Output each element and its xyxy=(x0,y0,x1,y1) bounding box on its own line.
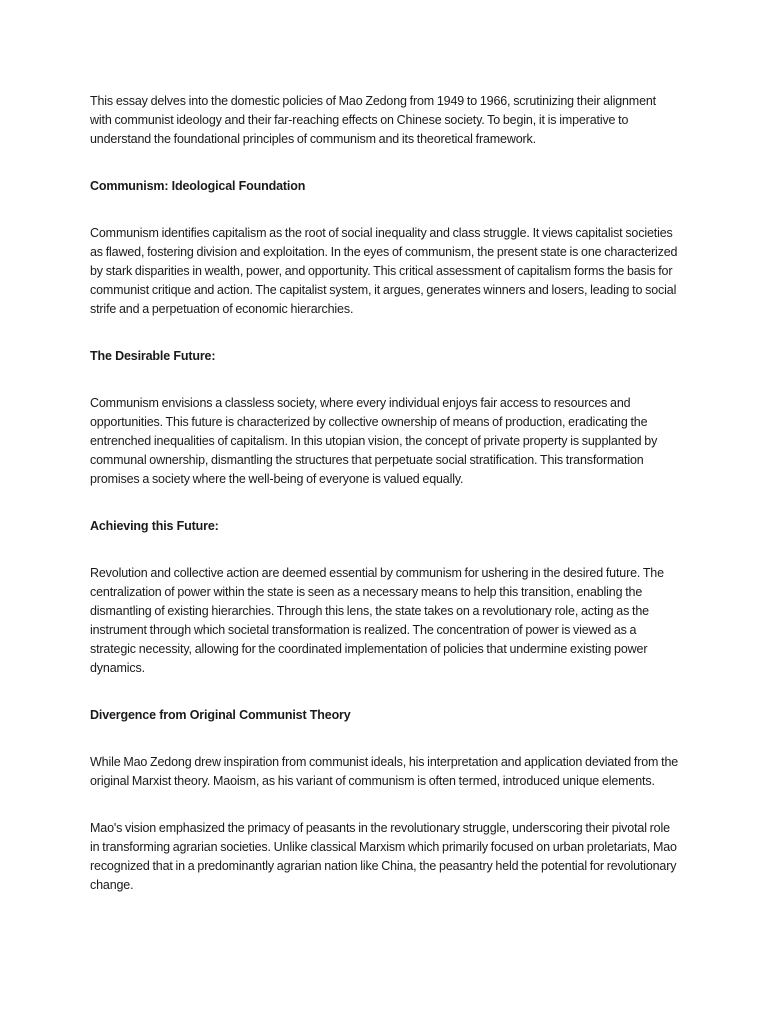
paragraph-divergence-2: Mao's vision emphasized the primacy of peasants in the revolutionary struggle, underscoring their pivotal role in transforming agrarian societies. Unlike classical Marxism which primarily focused on urban proletariats, Mao recognized that in a predominantly agrarian nation like China, the peasantry held the potential for revolutionary change. xyxy=(90,821,677,892)
paragraph-ideological-foundation: Communism identifies capitalism as the root of social inequality and class struggle. It views capitalist societies as flawed, fostering division and exploitation. In the eyes of communism, the present state is one characterized by stark disparities in wealth, power, and opportunity. This critical assessment of capitalism forms the basis for communist critique and action. The capitalist system, it argues, generates winners and losers, leading to social strife and a perpetuation of economic hierarchies. xyxy=(90,226,678,316)
section-heading-ideological-foundation: Communism: Ideological Foundation xyxy=(90,179,306,193)
paragraph-desirable-future: Communism envisions a classless society, where every individual enjoys fair access to resources and opportunities. This future is characterized by collective ownership of means of production, eradicating the entrenched inequalities of capitalism. In this utopian vision, the concept of private property is supplanted by communal ownership, dismantling the structures that perpetuate social stratification. This transformation promises a society where the well-being of everyone is valued equally. xyxy=(90,396,658,486)
paragraph-divergence-1: While Mao Zedong drew inspiration from communist ideals, his interpretation and application deviated from the original Marxist theory. Maoism, as his variant of communism is often termed, introduced unique elements. xyxy=(90,755,679,788)
section-heading-desirable-future: The Desirable Future: xyxy=(90,349,216,363)
intro-paragraph: This essay delves into the domestic policies of Mao Zedong from 1949 to 1966, scrutinizing their alignment with communist ideology and their far-reaching effects on Chinese society. To begin, it is imperative to understand the foundational principles of communism and its theoretical framework. xyxy=(90,94,656,146)
section-heading-divergence: Divergence from Original Communist Theory xyxy=(90,708,351,722)
section-heading-achieving-future: Achieving this Future: xyxy=(90,519,219,533)
document-body xyxy=(90,92,680,895)
paragraph-achieving-future: Revolution and collective action are deemed essential by communism for ushering in the desired future. The centralization of power within the state is seen as a necessary means to help this transition, enabling the dismantling of existing hierarchies. Through this lens, the state takes on a revolutionary role, acting as the instrument through which societal transformation is realized. The concentration of power is viewed as a strategic necessity, allowing for the coordinated implementation of policies that undermine existing power dynamics. xyxy=(90,566,664,675)
